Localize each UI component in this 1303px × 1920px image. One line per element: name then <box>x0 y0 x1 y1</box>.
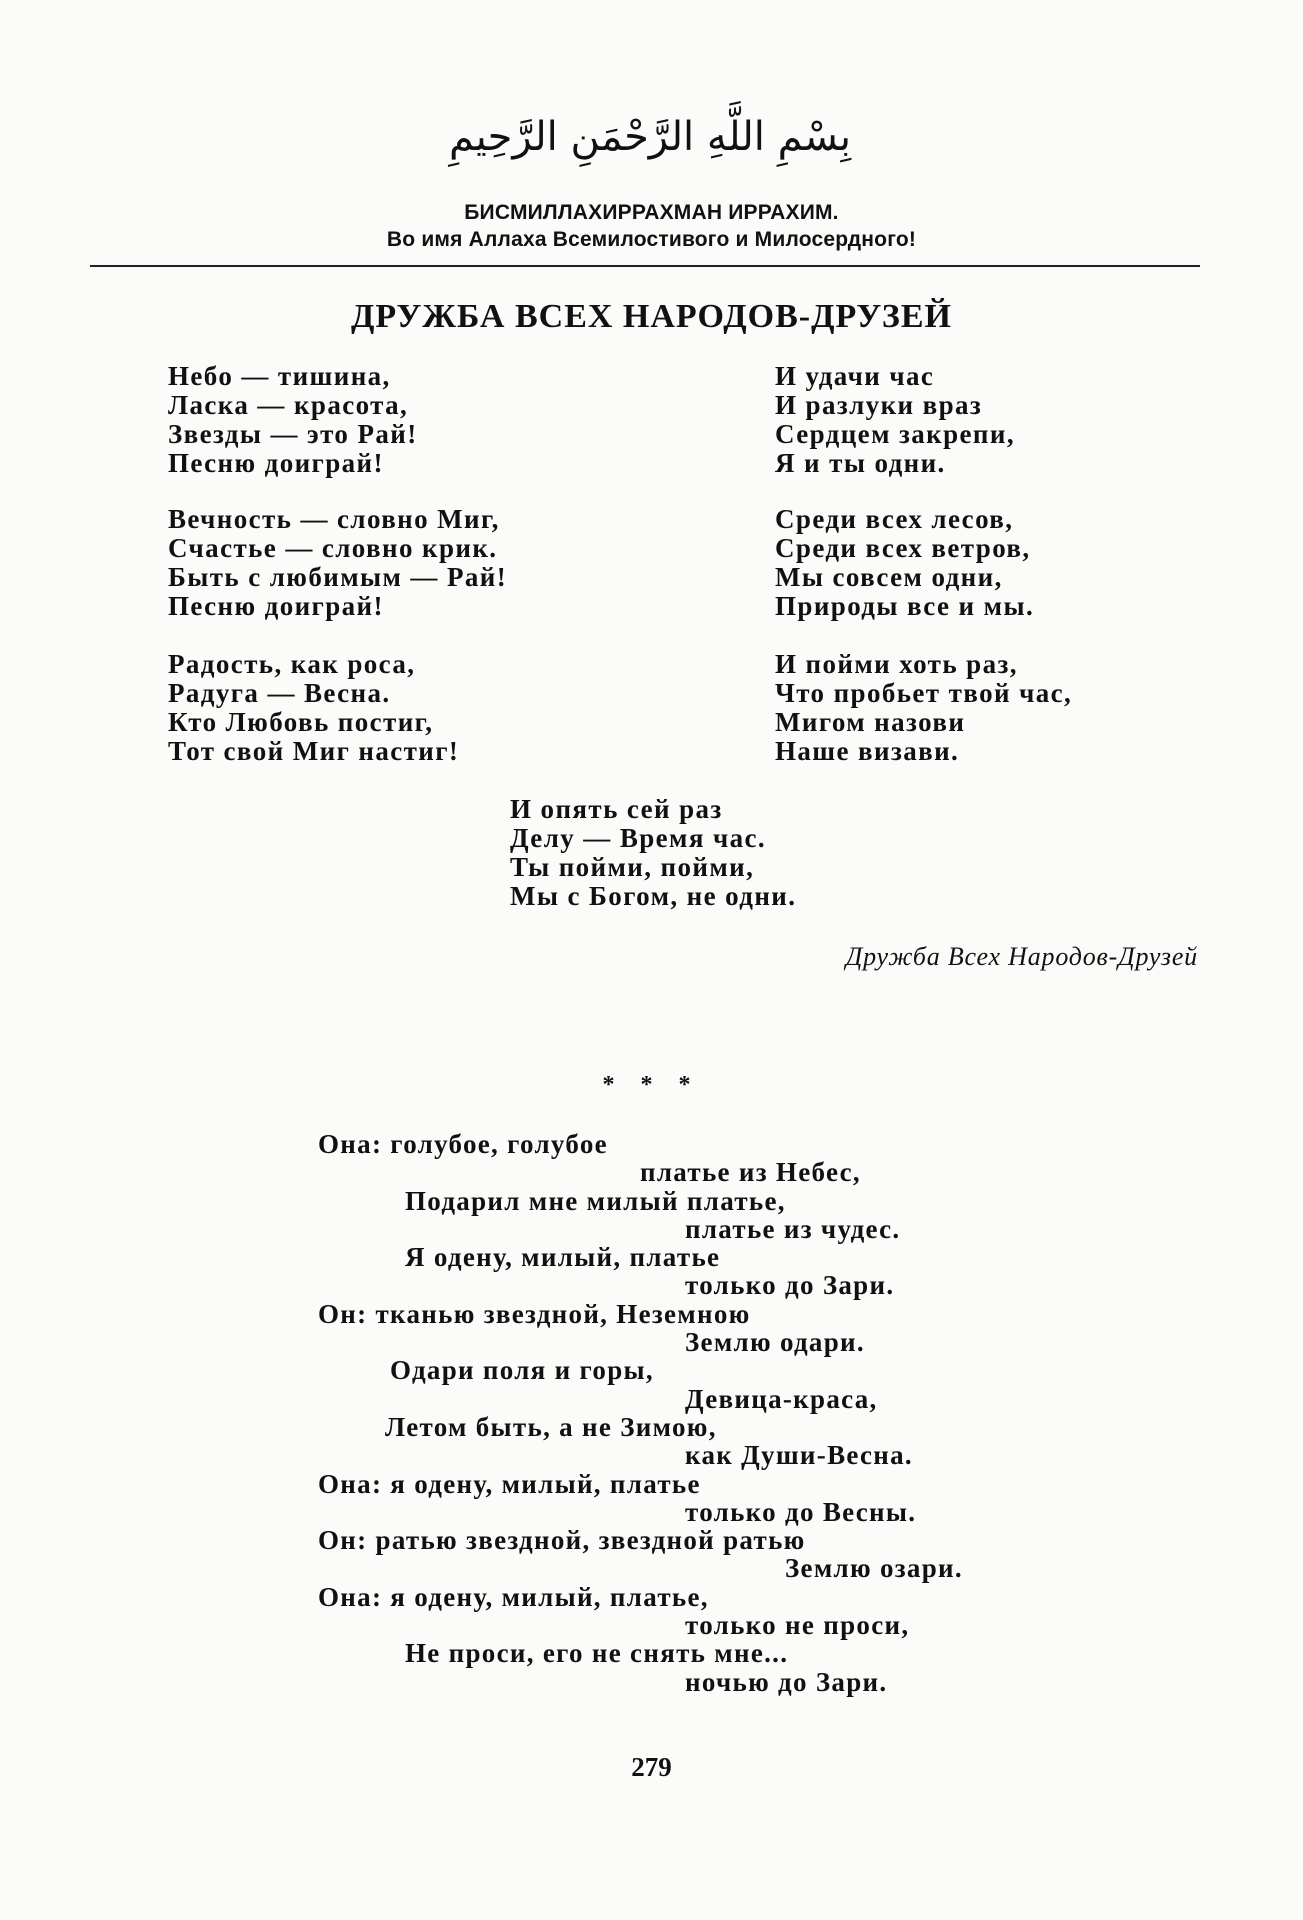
verse-line: Быть с любимым — Рай! <box>168 562 508 592</box>
verse-line: платье из чудес. <box>685 1213 901 1244</box>
verse-line: Землю озари. <box>785 1553 963 1584</box>
verse-line: Сердцем закрепи, <box>775 419 1015 449</box>
verse-line: Песню доиграй! <box>168 591 384 621</box>
verse-line: Летом быть, а не Зимою, <box>385 1411 717 1442</box>
verse-line: И пойми хоть раз, <box>775 649 1018 679</box>
verse-line: только до Зари. <box>685 1270 895 1301</box>
verse-line: Она: я одену, милый, платье, <box>318 1581 709 1612</box>
section-separator: * * * <box>602 1072 701 1098</box>
verse-line: Землю одари. <box>685 1327 865 1358</box>
left-stanza-1 <box>168 362 418 478</box>
verse-line: Мы с Богом, не одни. <box>510 881 797 911</box>
verse-line: Я и ты одни. <box>775 448 946 478</box>
right-stanza-2 <box>775 505 1034 621</box>
verse-line: Природы все и мы. <box>775 591 1035 621</box>
bismillah-translation: Во имя Аллаха Всемилостивого и Милосердного! <box>386 228 917 251</box>
verse-line: И удачи час <box>775 361 935 391</box>
page-number: 279 <box>631 1752 672 1782</box>
verse-line: Ты пойми, пойми, <box>510 852 755 882</box>
verse-line: Мы совсем одни, <box>775 562 1003 592</box>
verse-line: И опять сей раз <box>510 794 723 824</box>
verse-line: Ласка — красота, <box>168 390 409 420</box>
second-poem <box>0 1130 1303 1696</box>
verse-line: Радость, как роса, <box>168 649 416 679</box>
bismillah-text: بِسْمِ اللَّهِ الرَّحْمَنِ الرَّحِيمِ <box>448 114 852 160</box>
right-stanza-1 <box>775 362 1015 478</box>
left-stanza-2 <box>168 505 507 621</box>
poem-title: ДРУЖБА ВСЕХ НАРОДОВ-ДРУЗЕЙ <box>351 298 952 335</box>
verse-line: Он: ратью звездной, звездной ратью <box>318 1525 806 1556</box>
poem-signature: Дружба Всех Народов-Друзей <box>845 942 1198 971</box>
verse-line: Кто Любовь постиг, <box>168 707 434 737</box>
bismillah-transliteration: БИСМИЛЛАХИРРАХМАН ИРРАХИМ. <box>464 201 839 224</box>
verse-line: платье из Небес, <box>640 1157 861 1188</box>
verse-line: Девица-краса, <box>685 1383 878 1414</box>
verse-line: Она: я одену, милый, платье <box>318 1468 701 1499</box>
final-stanza <box>510 795 796 911</box>
verse-line: Он: тканью звездной, Неземною <box>318 1298 751 1329</box>
verse-line: Счастье — словно крик. <box>168 533 498 563</box>
left-stanza-3 <box>168 650 459 766</box>
verse-line: Она: голубое, голубое <box>318 1129 608 1159</box>
verse-line: Наше визави. <box>775 736 960 766</box>
verse-line: Подарил мне милый платье, <box>405 1185 786 1216</box>
verse-line: Не проси, его не снять мне... <box>405 1638 789 1669</box>
bismillah-calligraphy <box>448 92 852 182</box>
verse-line: Я одену, милый, платье <box>405 1242 721 1273</box>
verse-line: Звезды — это Рай! <box>168 419 418 449</box>
verse-line: Что пробьет твой час, <box>775 678 1073 708</box>
verse-line: И разлуки враз <box>775 390 983 420</box>
verse-line: Вечность — словно Миг, <box>168 504 500 534</box>
verse-line: как Души-Весна. <box>685 1440 913 1471</box>
verse-line: Среди всех ветров, <box>775 533 1031 563</box>
verse-line: только до Весны. <box>685 1496 917 1527</box>
verse-line: Песню доиграй! <box>168 448 384 478</box>
verse-line: только не проси, <box>685 1610 910 1641</box>
verse-line: Одари поля и горы, <box>390 1355 654 1386</box>
right-stanza-3 <box>775 650 1072 766</box>
verse-line: ночью до Зари. <box>685 1666 888 1697</box>
verse-line: Радуга — Весна. <box>168 678 391 708</box>
header-divider <box>90 265 1200 267</box>
verse-line: Делу — Время час. <box>510 823 767 853</box>
verse-line: Мигом назови <box>775 707 966 737</box>
verse-line: Среди всех лесов, <box>775 504 1014 534</box>
verse-line: Небо — тишина, <box>168 361 391 391</box>
verse-line: Тот свой Миг настиг! <box>168 736 460 766</box>
